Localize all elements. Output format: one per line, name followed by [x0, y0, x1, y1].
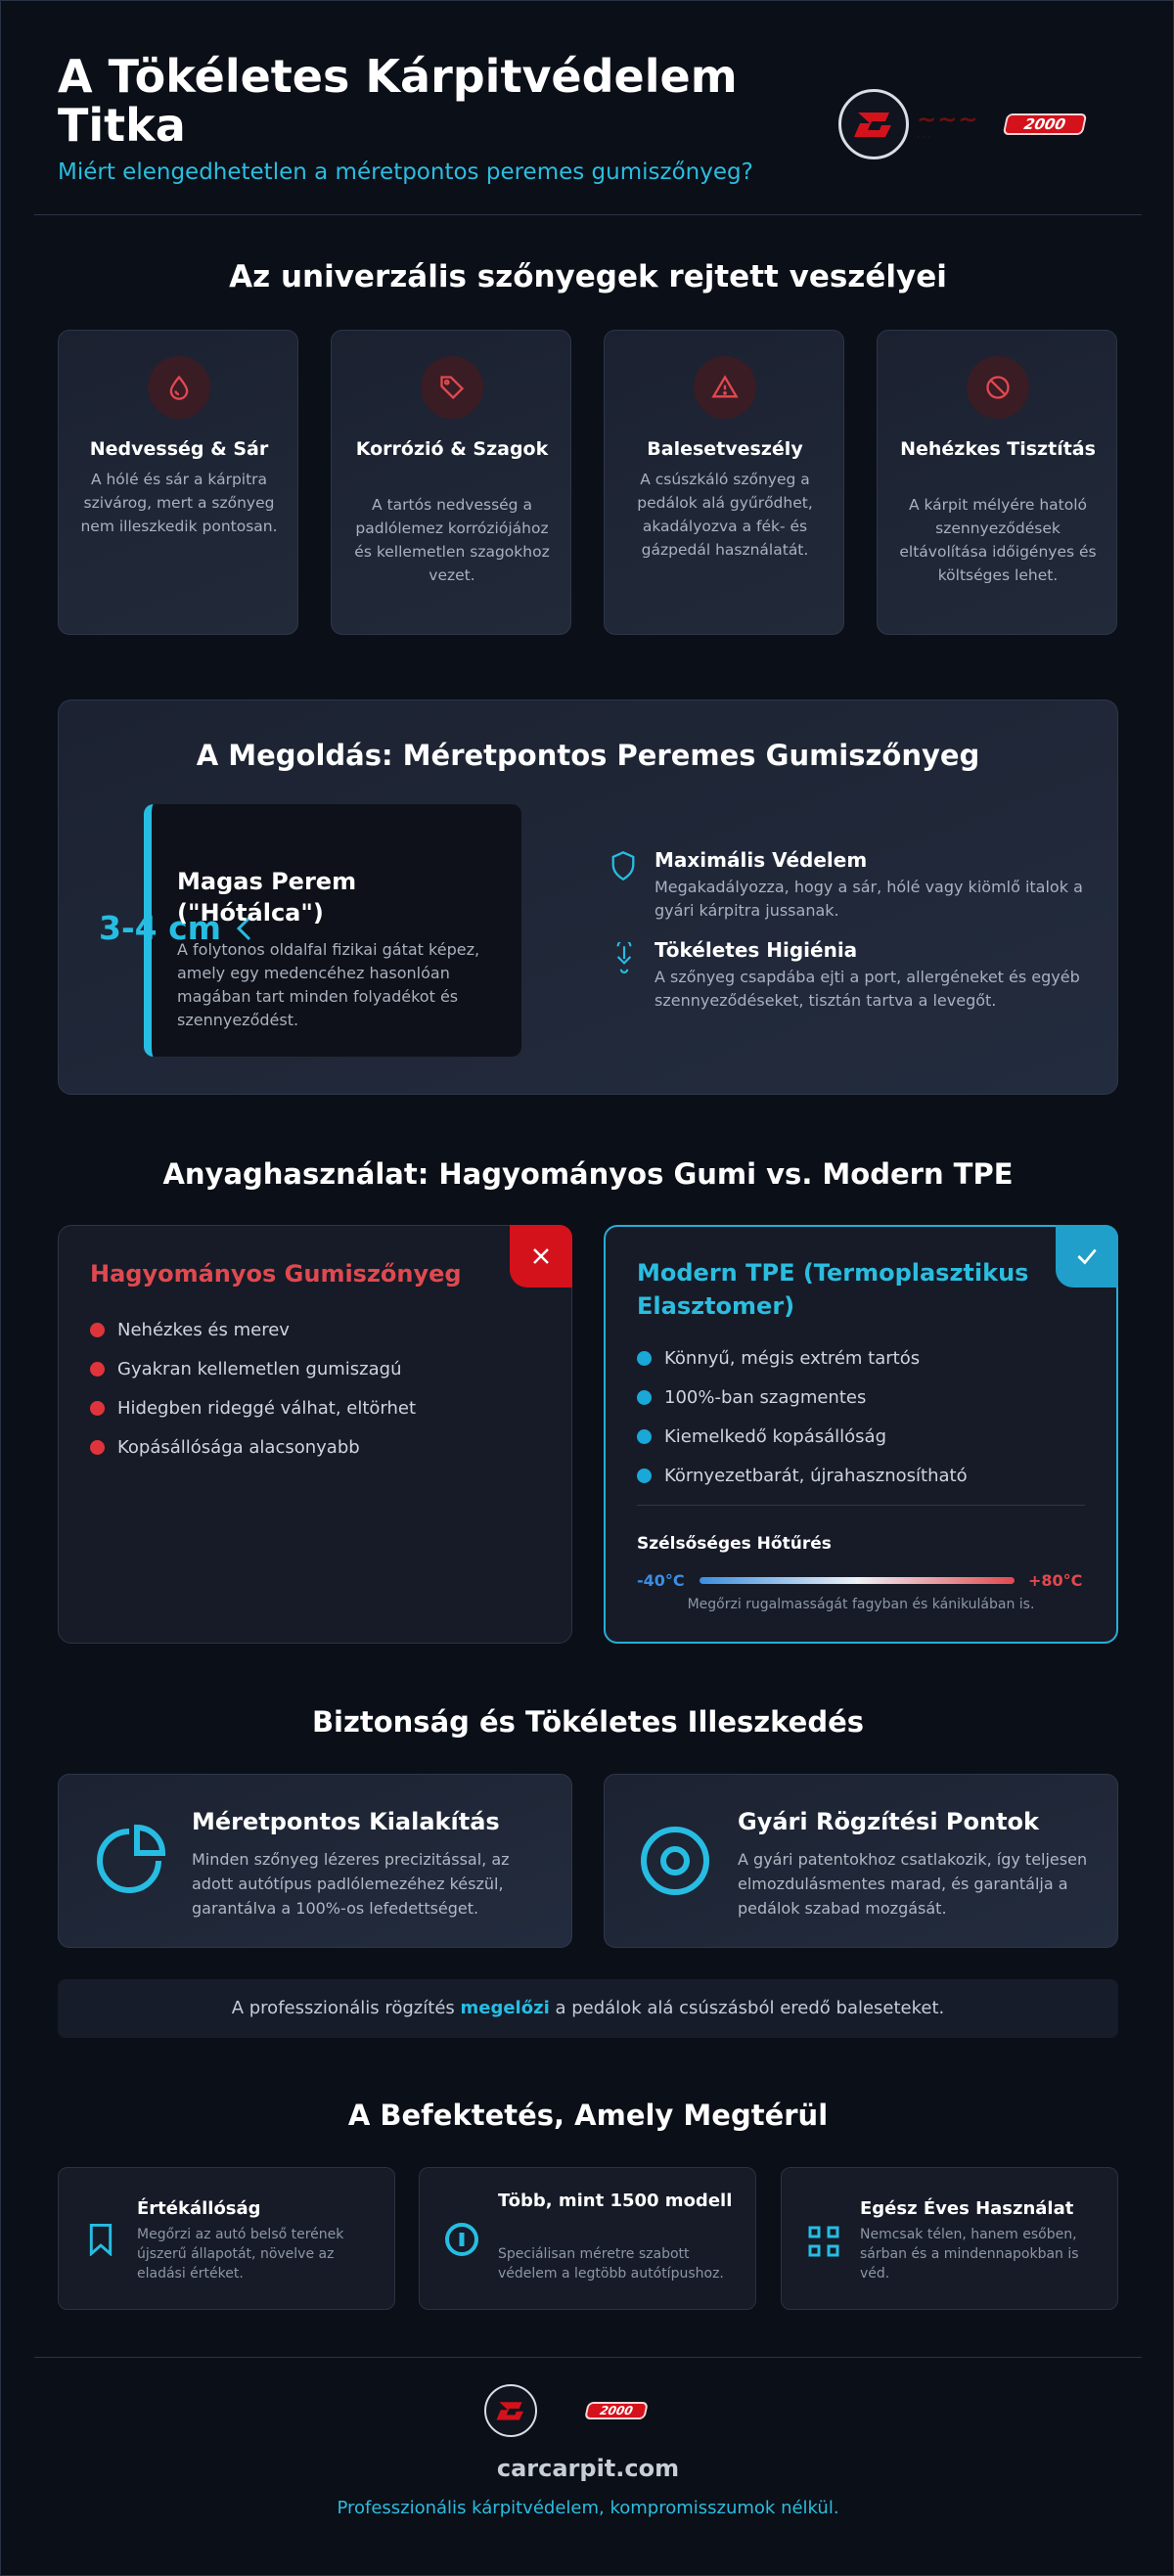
safety-card-title: Gyári Rögzítési Pontok — [738, 1808, 1040, 1835]
temperature-title: Szélsőséges Hőtűrés — [637, 1534, 832, 1554]
list-item: Gyakran kellemetlen gumiszagú — [90, 1349, 416, 1388]
warning-icon — [694, 356, 756, 419]
rim-highlight-text: A folytonos oldalfal fizikai gátat képez, amely egy medencéhez hasonlóan magában tart minden folyadékot és szennyeződést. — [177, 940, 480, 1029]
danger-card-cleaning — [877, 330, 1117, 635]
page-title: A Tökéletes Kárpitvédelem Titka — [58, 50, 738, 152]
safety-banner — [58, 1979, 1118, 2038]
danger-card-title: Nehézkes Tisztítás — [900, 438, 1096, 460]
danger-card-corrosion — [331, 330, 571, 635]
tag-icon — [421, 356, 483, 419]
logo-wordmark: ~~~ · · · — [917, 106, 979, 143]
investment-card-text: Nemcsak télen, hanem esőben, sárban és a mindennapokban is véd. — [860, 2227, 1079, 2282]
danger-card-text: A tartós nedvesség a padlólemez korróziójához és kellemetlen szagokhoz vezet. — [354, 496, 550, 584]
list-item: Nehézkes és merev — [90, 1310, 416, 1349]
list-item: Könnyű, mégis extrém tartós — [637, 1338, 968, 1378]
brand-logo[interactable] — [838, 89, 1085, 159]
footer-tagline: Professzionális kárpitvédelem, kompromisszumok nélkül. — [337, 2498, 839, 2518]
feature-text: A szőnyeg csapdába ejti a port, allergéneket és egyéb szennyeződéseket, tisztán tartva a levegőt. — [655, 968, 1080, 1010]
list-item: Környezetbarát, újrahasznosítható — [637, 1456, 968, 1495]
dangers-title: Az univerzális szőnyegek rejtett veszélyei — [229, 259, 947, 294]
investment-card-models — [419, 2167, 756, 2310]
target-icon — [638, 1824, 712, 1902]
danger-card-title: Nedvesség & Sár — [89, 438, 269, 460]
safety-card-precision — [58, 1774, 572, 1948]
temperature-min: -40°C — [637, 1571, 685, 1590]
danger-card-title: Korrózió & Szagok — [355, 438, 549, 460]
logo-emblem-icon — [838, 89, 909, 159]
tpe-list — [637, 1338, 968, 1495]
shield-icon — [610, 850, 637, 885]
feature-title: Maximális Védelem — [655, 848, 868, 872]
banner-text: A professzionális rögzítés — [231, 1998, 461, 2018]
logo-badge: 2000 — [584, 2402, 649, 2419]
logo-badge: 2000 — [1003, 113, 1088, 135]
danger-card-moisture — [58, 330, 298, 635]
bookmark-icon — [86, 2223, 115, 2260]
feature-title: Tökéletes Higiénia — [655, 938, 858, 962]
safety-card-mounting — [604, 1774, 1118, 1948]
investment-card-text: Megőrzi az autó belső terének újszerű állapotát, növelve az eladási értéket. — [137, 2227, 344, 2282]
investment-card-value — [58, 2167, 395, 2310]
safety-card-text: Minden szőnyeg lézeres precizitással, az adott autótípus padlólemezéhez készül, garantálva a 100%-os lefedettséget. — [192, 1850, 510, 1918]
check-icon — [1056, 1225, 1118, 1288]
grid-icon — [807, 2225, 840, 2262]
list-item: Kopásállósága alacsonyabb — [90, 1427, 416, 1467]
header-divider — [34, 214, 1142, 215]
traditional-list — [90, 1310, 416, 1467]
list-item: Kiemelkedő kopásállóság — [637, 1417, 968, 1456]
safety-title: Biztonság és Tökéletes Illeszkedés — [311, 1705, 865, 1739]
feature-text: Megakadályozza, hogy a sár, hólé vagy kiömlő italok a gyári kárpitra jussanak. — [655, 878, 1083, 920]
investment-title: A Befektetés, Amely Megtérül — [347, 2099, 829, 2132]
banner-highlight: megelőzi — [460, 1998, 550, 2018]
investment-card-title: Értékállóság — [137, 2198, 261, 2219]
logo-emblem-icon — [484, 2384, 537, 2437]
materials-title: Anyaghasználat: Hagyományos Gumi vs. Modern TPE — [162, 1157, 1014, 1191]
temperature-range-bar — [700, 1577, 1015, 1584]
tpe-title: Modern TPE (Termoplasztikus Elasztomer) — [637, 1259, 1029, 1320]
danger-card-accident — [604, 330, 844, 635]
investment-card-title: Egész Éves Használat — [860, 2198, 1074, 2219]
investment-card-text: Speciálisan méretre szabott védelem a legtöbb autótípushoz. — [498, 2246, 724, 2282]
pie-chart-icon — [92, 1824, 166, 1902]
solution-title: A Megoldás: Méretpontos Peremes Gumiszőnyeg — [196, 739, 980, 772]
investment-card-year-round — [781, 2167, 1118, 2310]
rim-highlight-title: Magas Perem ("Hótálca") — [177, 868, 357, 926]
investment-card-title: Több, mint 1500 modell — [498, 2191, 733, 2211]
page-subtitle: Miért elengedhetetlen a méretpontos peremes gumiszőnyeg? — [58, 159, 753, 185]
safety-card-text: A gyári patentokhoz csatlakozik, így teljesen elmozdulásmentes marad, és garantálja a pedálok szabad mozgását. — [738, 1850, 1088, 1918]
list-item: Hidegben rideggé válhat, eltörhet — [90, 1388, 416, 1427]
close-icon — [510, 1225, 572, 1288]
footer-website-link[interactable]: carcarpit.com — [496, 2455, 680, 2482]
temperature-note: Megőrzi rugalmasságát fagyban és kánikulában is. — [687, 1597, 1035, 1612]
list-item: 100%-ban szagmentes — [637, 1378, 968, 1417]
traditional-rubber-card — [58, 1225, 572, 1644]
danger-card-text: A csúszkáló szőnyeg a pedálok alá gyűrődhet, akadályozva a fék- és gázpedál használatát. — [637, 471, 813, 559]
traditional-title: Hagyományos Gumiszőnyeg — [90, 1260, 462, 1288]
droplet-icon — [148, 356, 210, 419]
logo-wordmark — [543, 2394, 586, 2427]
banner-text: a pedálok alá csúszásból eredő baleseteket. — [549, 1998, 945, 2018]
hygiene-icon — [611, 942, 637, 977]
tpe-divider — [637, 1505, 1085, 1506]
danger-card-text: A kárpit mélyére hatoló szennyeződések eltávolítása időigényes és költséges lehet. — [899, 496, 1097, 584]
footer-divider — [34, 2357, 1142, 2358]
info-icon — [443, 2221, 480, 2262]
danger-card-text: A hólé és sár a kárpitra szivárog, mert a szőnyeg nem illeszkedik pontosan. — [80, 471, 278, 535]
modern-tpe-card — [604, 1225, 1118, 1644]
rim-height-value: 3-4 cm — [99, 909, 222, 947]
temperature-max: +80°C — [1028, 1571, 1083, 1590]
safety-card-title: Méretpontos Kialakítás — [192, 1808, 500, 1835]
danger-card-title: Balesetveszély — [647, 438, 803, 460]
footer-logo[interactable] — [484, 2384, 647, 2437]
prohibited-icon — [967, 356, 1029, 419]
